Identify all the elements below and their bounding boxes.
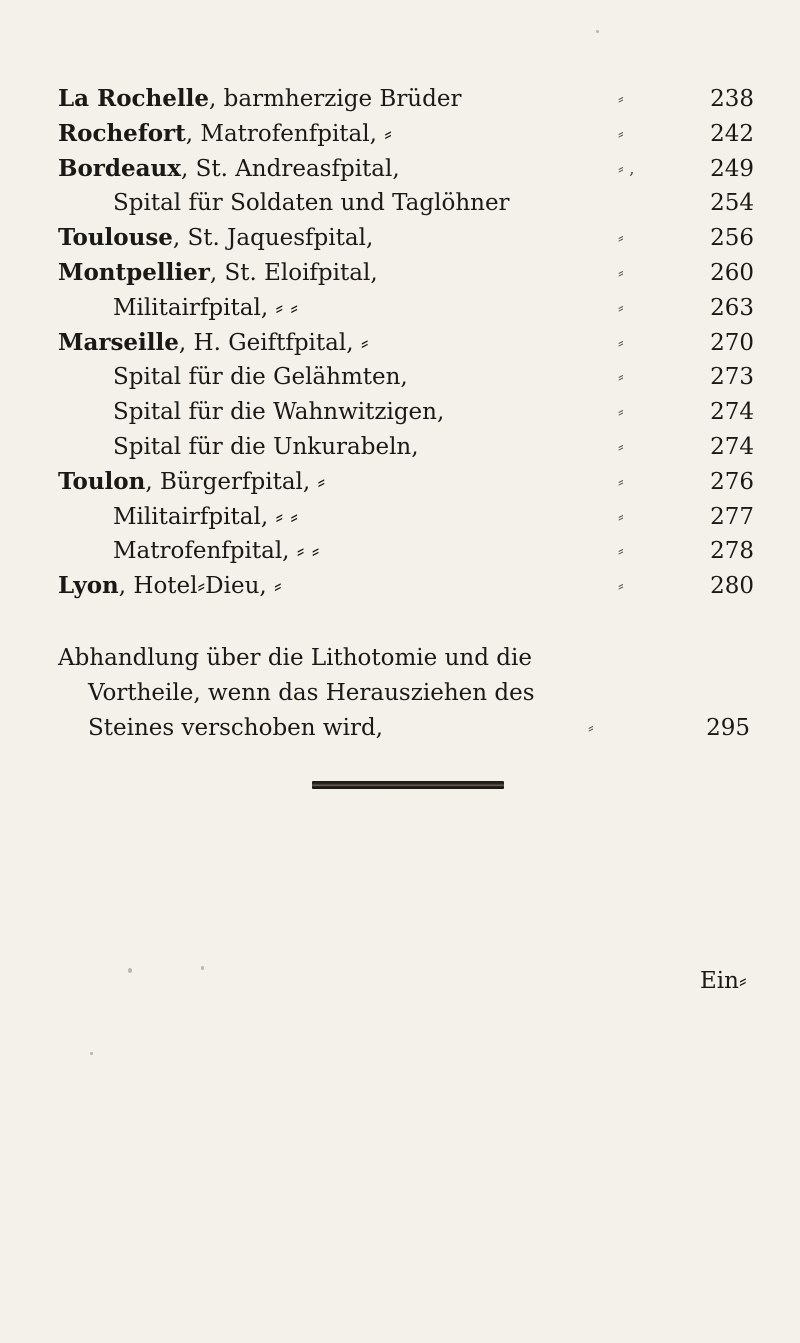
toc-city: Bordeaux: [58, 154, 181, 182]
ink-speck: [201, 966, 204, 970]
toc-entry: [58, 569, 770, 604]
toc-dots: ⸗ ,: [618, 158, 635, 179]
toc-city: Toulon: [58, 467, 146, 495]
toc-page: 295: [706, 715, 750, 741]
toc-page: 249: [710, 155, 754, 182]
toc-city: Lyon: [58, 572, 119, 600]
toc-dots: ⸗: [618, 367, 624, 388]
toc-page: 260: [710, 259, 754, 286]
toc-dots: ⸗: [618, 576, 624, 597]
toc-entry: [58, 500, 770, 535]
toc-dots: ⸗: [618, 402, 624, 423]
toc-text: Spital für die Gelähmten,: [113, 364, 408, 391]
toc-text: , St. Jaquesfpital,: [172, 225, 374, 252]
ink-speck: [596, 30, 599, 33]
toc-note-entry: [58, 641, 768, 746]
toc-text: Spital für Soldaten und Taglöhner: [113, 190, 510, 217]
toc-dots: ⸗: [618, 541, 624, 562]
toc-text: Spital für die Wahnwitzigen,: [113, 399, 445, 426]
toc-dots: ⸗: [588, 718, 594, 738]
toc-entry: [58, 221, 770, 256]
note-line: [58, 711, 768, 746]
toc-entry: [58, 82, 770, 117]
toc-text: Militairfpital, ⸗ ⸗: [113, 503, 299, 530]
toc-city: Marseille: [58, 328, 179, 356]
toc-text: Militairfpital, ⸗ ⸗: [113, 294, 299, 321]
toc-city: La Rochelle: [58, 85, 210, 112]
ornamental-rule: [312, 781, 504, 789]
toc-page: 273: [710, 364, 754, 391]
toc-dots: ⸗: [618, 471, 624, 492]
toc-page: 274: [710, 399, 754, 426]
table-of-contents: [58, 82, 770, 604]
toc-entry: [58, 256, 770, 291]
toc-page: 280: [710, 573, 754, 600]
toc-text: Spital für die Unkurabeln,: [113, 433, 419, 460]
toc-dots: ⸗: [618, 89, 624, 109]
toc-text: , St. Eloifpital,: [209, 259, 378, 286]
toc-page: 274: [710, 433, 754, 460]
toc-page: 277: [710, 503, 754, 530]
toc-dots: ⸗: [618, 228, 624, 249]
toc-city: Montpellier: [58, 258, 210, 286]
toc-entry: [58, 152, 770, 187]
toc-page: 238: [710, 86, 754, 112]
toc-page: 242: [710, 120, 754, 147]
toc-dots: ⸗: [618, 123, 624, 144]
toc-dots: ⸗: [618, 262, 624, 283]
toc-page: 256: [710, 225, 754, 252]
note-line: Vortheile, wenn das Herausziehen des: [88, 680, 535, 706]
toc-city: Rochefort: [58, 119, 186, 147]
toc-page: 263: [710, 294, 754, 321]
toc-entry: [58, 291, 770, 326]
toc-text: , H. Geiftfpital, ⸗: [178, 329, 369, 356]
toc-dots: ⸗: [618, 436, 624, 457]
toc-dots: ⸗: [618, 297, 624, 318]
toc-text: , St. Andreasfpital,: [180, 155, 400, 182]
toc-entry: [58, 465, 770, 500]
toc-entry: [58, 117, 770, 152]
toc-page: 276: [710, 468, 754, 495]
toc-entry: [58, 326, 770, 361]
toc-entry: [58, 360, 770, 395]
toc-text: , Bürgerfpital, ⸗: [145, 468, 326, 495]
toc-entry: [58, 186, 770, 221]
toc-entry: [58, 534, 770, 569]
toc-text: , barmherzige Brüder: [209, 86, 462, 112]
note-text: Steines verschoben wird,: [88, 715, 383, 741]
toc-page: 270: [710, 329, 754, 356]
toc-page: 254: [710, 190, 754, 217]
toc-entry: [58, 430, 770, 465]
ink-speck: [90, 1052, 93, 1055]
toc-page: 278: [710, 538, 754, 565]
toc-dots: ⸗: [618, 506, 624, 527]
toc-text: Matrofenfpital, ⸗ ⸗: [113, 538, 320, 565]
toc-text: , Hotel⸗Dieu, ⸗: [118, 573, 282, 600]
ink-speck: [128, 968, 132, 973]
toc-city: Toulouse: [58, 224, 173, 252]
catchword: Ein⸗: [700, 968, 747, 994]
toc-dots: ⸗: [618, 332, 624, 353]
note-line: Abhandlung über die Lithotomie und die: [58, 645, 532, 671]
toc-text: , Matrofenfpital, ⸗: [185, 120, 392, 147]
toc-entry: [58, 395, 770, 430]
